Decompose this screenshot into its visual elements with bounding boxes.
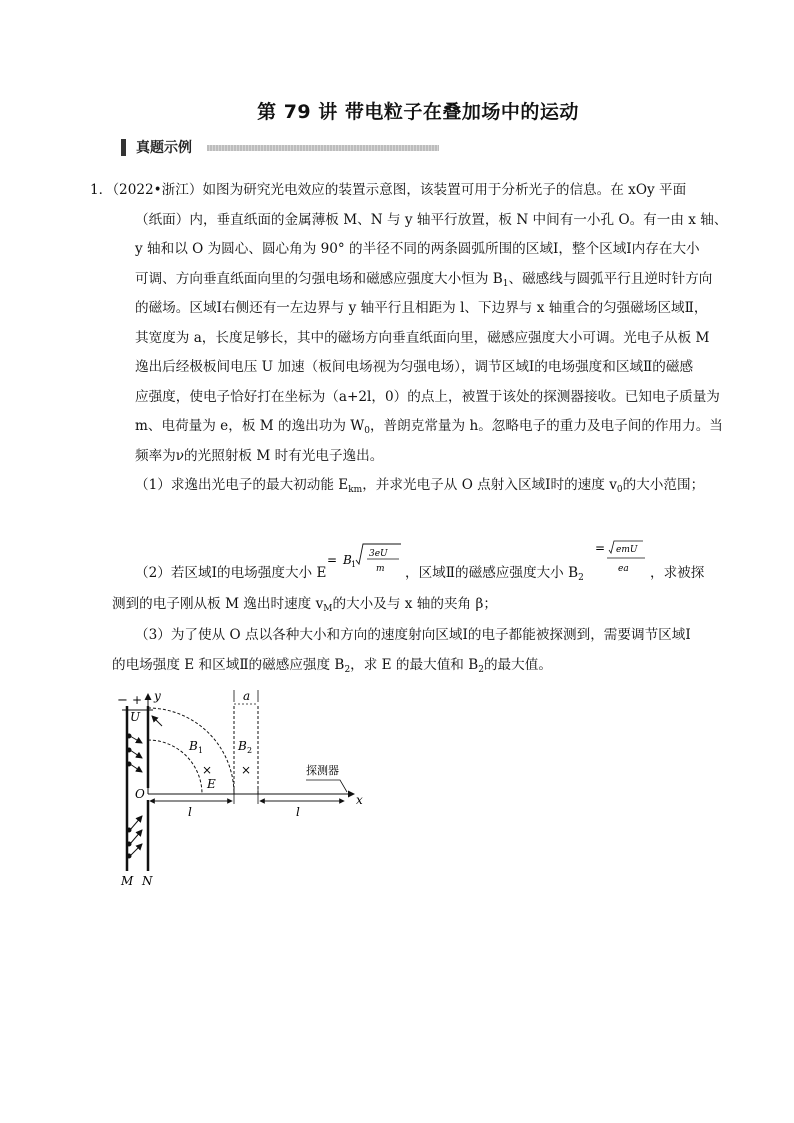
problem-line-2: （纸面）内，垂直纸面的金属薄板 M、N 与 y 轴平行放置，板 N 中间有一小孔 O。有一由 x 轴、 <box>135 211 728 228</box>
svg-text:3eU: 3eU <box>369 549 388 559</box>
question-3: （3）为了使从 O 点以各种大小和方向的速度射向区域Ⅰ的电子都能被探测到，需要调节区域Ⅰ 的电场强度 E 和区域Ⅱ的磁感应强度 $B_2$，求 E 的最大值和 $B_2$的最大值。 <box>112 621 732 680</box>
svg-text:=: = <box>327 553 338 567</box>
question-2-a: （2）若区域Ⅰ的电场强度大小 E <box>135 565 327 581</box>
problem-text: 1．（2022•浙江）如图为研究光电效应的装置示意图，该装置可用于分析光子的信息。在 xOy 平面 （纸面）内，垂直纸面的金属薄板 M、N 与 y 轴平行放置，板 N 中间有一小孔 O。有一由 x 轴、 y 轴和以 O 为圆心、圆心角为 90° 的半径不同的两条圆弧所围的区域Ⅰ，整个区域Ⅰ内存在大小 可调、方向垂直纸面向里的匀强电场和磁感应强度大小恒为 $B_1$、磁感线与圆弧平行且逆时针方向 的磁场。区域Ⅰ右侧还有一左边界与 y 轴平行且相距为 l、下边界与 x 轴重合的匀强磁场区域Ⅱ， 其宽度为 a，长度足够长，其中的磁场方向垂直纸面向里，磁感应强度大小可调。光电子从板 M 逸出后经极板间电压 U 加速（板间电场视为匀强电场），调节区域Ⅰ的电场强度和区域Ⅱ的磁感 应强度，使电子恰好打在坐标为（a+2l，0）的点上，被置于该处的探测器接收。已知电子质量为 m、电荷量为 e，板 M 的逸出功为 $W_0$，普朗克常量为 h。忽略电子的重力及电子间的作用力。当 频率为ν的光照射板 M 时有光电子逸出。 （1）求逸出光电子的最大初动能 $E_{km}$，并求光电子从 O 点射入区域Ⅰ时的速度 $v_0$的大小范围； <box>90 182 728 495</box>
svg-text:1: 1 <box>198 746 204 755</box>
problem-line-5: 的磁场。区域Ⅰ右侧还有一左边界与 y 轴平行且相距为 l、下边界与 x 轴重合的匀强磁场区域Ⅱ， <box>135 300 708 316</box>
problem-line-3: y 轴和以 O 为圆心、圆心角为 90° 的半径不同的两条圆弧所围的区域Ⅰ，整个区域Ⅰ内存在大小 <box>135 241 700 257</box>
question-2-b: ，区域Ⅱ的磁感应强度大小 B <box>405 565 579 581</box>
problem-line-4: 可调、方向垂直纸面向里的匀强电场和磁感应强度大小恒为 B <box>135 270 503 287</box>
problem-number: 1． <box>90 182 113 198</box>
label-y: y <box>154 689 161 703</box>
question-1: （1）求逸出光电子的最大初动能 E <box>135 477 349 493</box>
svg-text:=: = <box>595 541 606 555</box>
question-1-tail: ，并求光电子从 O 点射入区域Ⅰ时的速度 v <box>362 477 617 493</box>
svg-text:1: 1 <box>351 560 357 569</box>
svg-text:emU: emU <box>616 545 638 555</box>
label-a: a <box>243 689 251 703</box>
cross-region-II: × <box>241 763 252 777</box>
question-2-c: ，求被探 <box>650 565 705 581</box>
label-l-2: l <box>296 805 300 819</box>
question-2-line-2a: 测到的电子刚从板 M 逸出时速度 v <box>112 596 324 612</box>
label-E: E <box>207 777 216 791</box>
detector-leader <box>306 780 347 792</box>
problem-line-9: m、电荷量为 e，板 M 的逸出功为 W <box>135 418 365 434</box>
apparatus-diagram <box>110 688 380 893</box>
label-M: M <box>121 874 134 888</box>
label-detector: 探测器 <box>306 764 339 777</box>
problem-line-8: 应强度，使电子恰好打在坐标为（a+2l，0）的点上，被置于该处的探测器接收。已知电子质量为 <box>135 388 720 405</box>
section-divider <box>207 145 439 151</box>
label-x: x <box>356 793 363 807</box>
svg-text:ea: ea <box>618 564 629 574</box>
svg-text:m: m <box>376 564 385 574</box>
problem-line-6: 其宽度为 a，长度足够长，其中的磁场方向垂直纸面向里，磁感应强度大小可调。光电子从板 M <box>135 329 710 346</box>
svg-text:2: 2 <box>247 746 253 755</box>
question-1-tail-2: 的大小范围； <box>622 477 705 493</box>
section-header <box>121 137 192 157</box>
label-O: O <box>135 787 145 801</box>
formula-E <box>325 538 405 578</box>
problem-line-9-tail: ，普朗克常量为 h。忽略电子的重力及电子间的作用力。当 <box>369 418 723 434</box>
label-N: N <box>142 874 153 888</box>
label-B2: B <box>238 739 247 753</box>
problem-line-4-tail: 、磁感线与圆弧平行且逆时针方向 <box>508 270 713 287</box>
question-3-line-1: （3）为了使从 O 点以各种大小和方向的速度射向区域Ⅰ的电子都能被探测到，需要调节区域Ⅰ <box>135 627 691 643</box>
cross-region-I: × <box>202 763 213 777</box>
svg-text:B: B <box>343 553 352 567</box>
label-minus: − <box>117 693 128 708</box>
label-l-1: l <box>188 805 192 819</box>
question-2-line-2b: 的大小及与 x 轴的夹角 β； <box>332 596 497 612</box>
section-label: 真题示例 <box>136 140 192 156</box>
page-title: 第 79 讲 带电粒子在叠加场中的运动 <box>257 101 579 123</box>
question-3-line-2c: 的最大值。 <box>483 656 552 673</box>
question-3-line-2a: 的电场强度 E 和区域Ⅱ的磁感应强度 B <box>112 656 345 673</box>
question-3-line-2b: ，求 E 的最大值和 B <box>350 656 479 673</box>
formula-B2 <box>595 538 650 578</box>
section-bar <box>121 139 126 156</box>
problem-line-10: 频率为ν的光照射板 M 时有光电子逸出。 <box>135 447 384 464</box>
label-U: U <box>130 710 141 724</box>
problem-line-7: 逸出后经极板间电压 U 加速（板间电场视为匀强电场），调节区域Ⅰ的电场强度和区域Ⅱ的磁感 <box>135 359 694 375</box>
problem-line-1: （2022•浙江）如图为研究光电效应的装置示意图，该装置可用于分析光子的信息。在 xOy 平面 <box>112 182 687 198</box>
label-plus: + <box>132 693 143 707</box>
question-1-sub: km <box>348 485 363 495</box>
label-B1: B <box>189 739 198 753</box>
